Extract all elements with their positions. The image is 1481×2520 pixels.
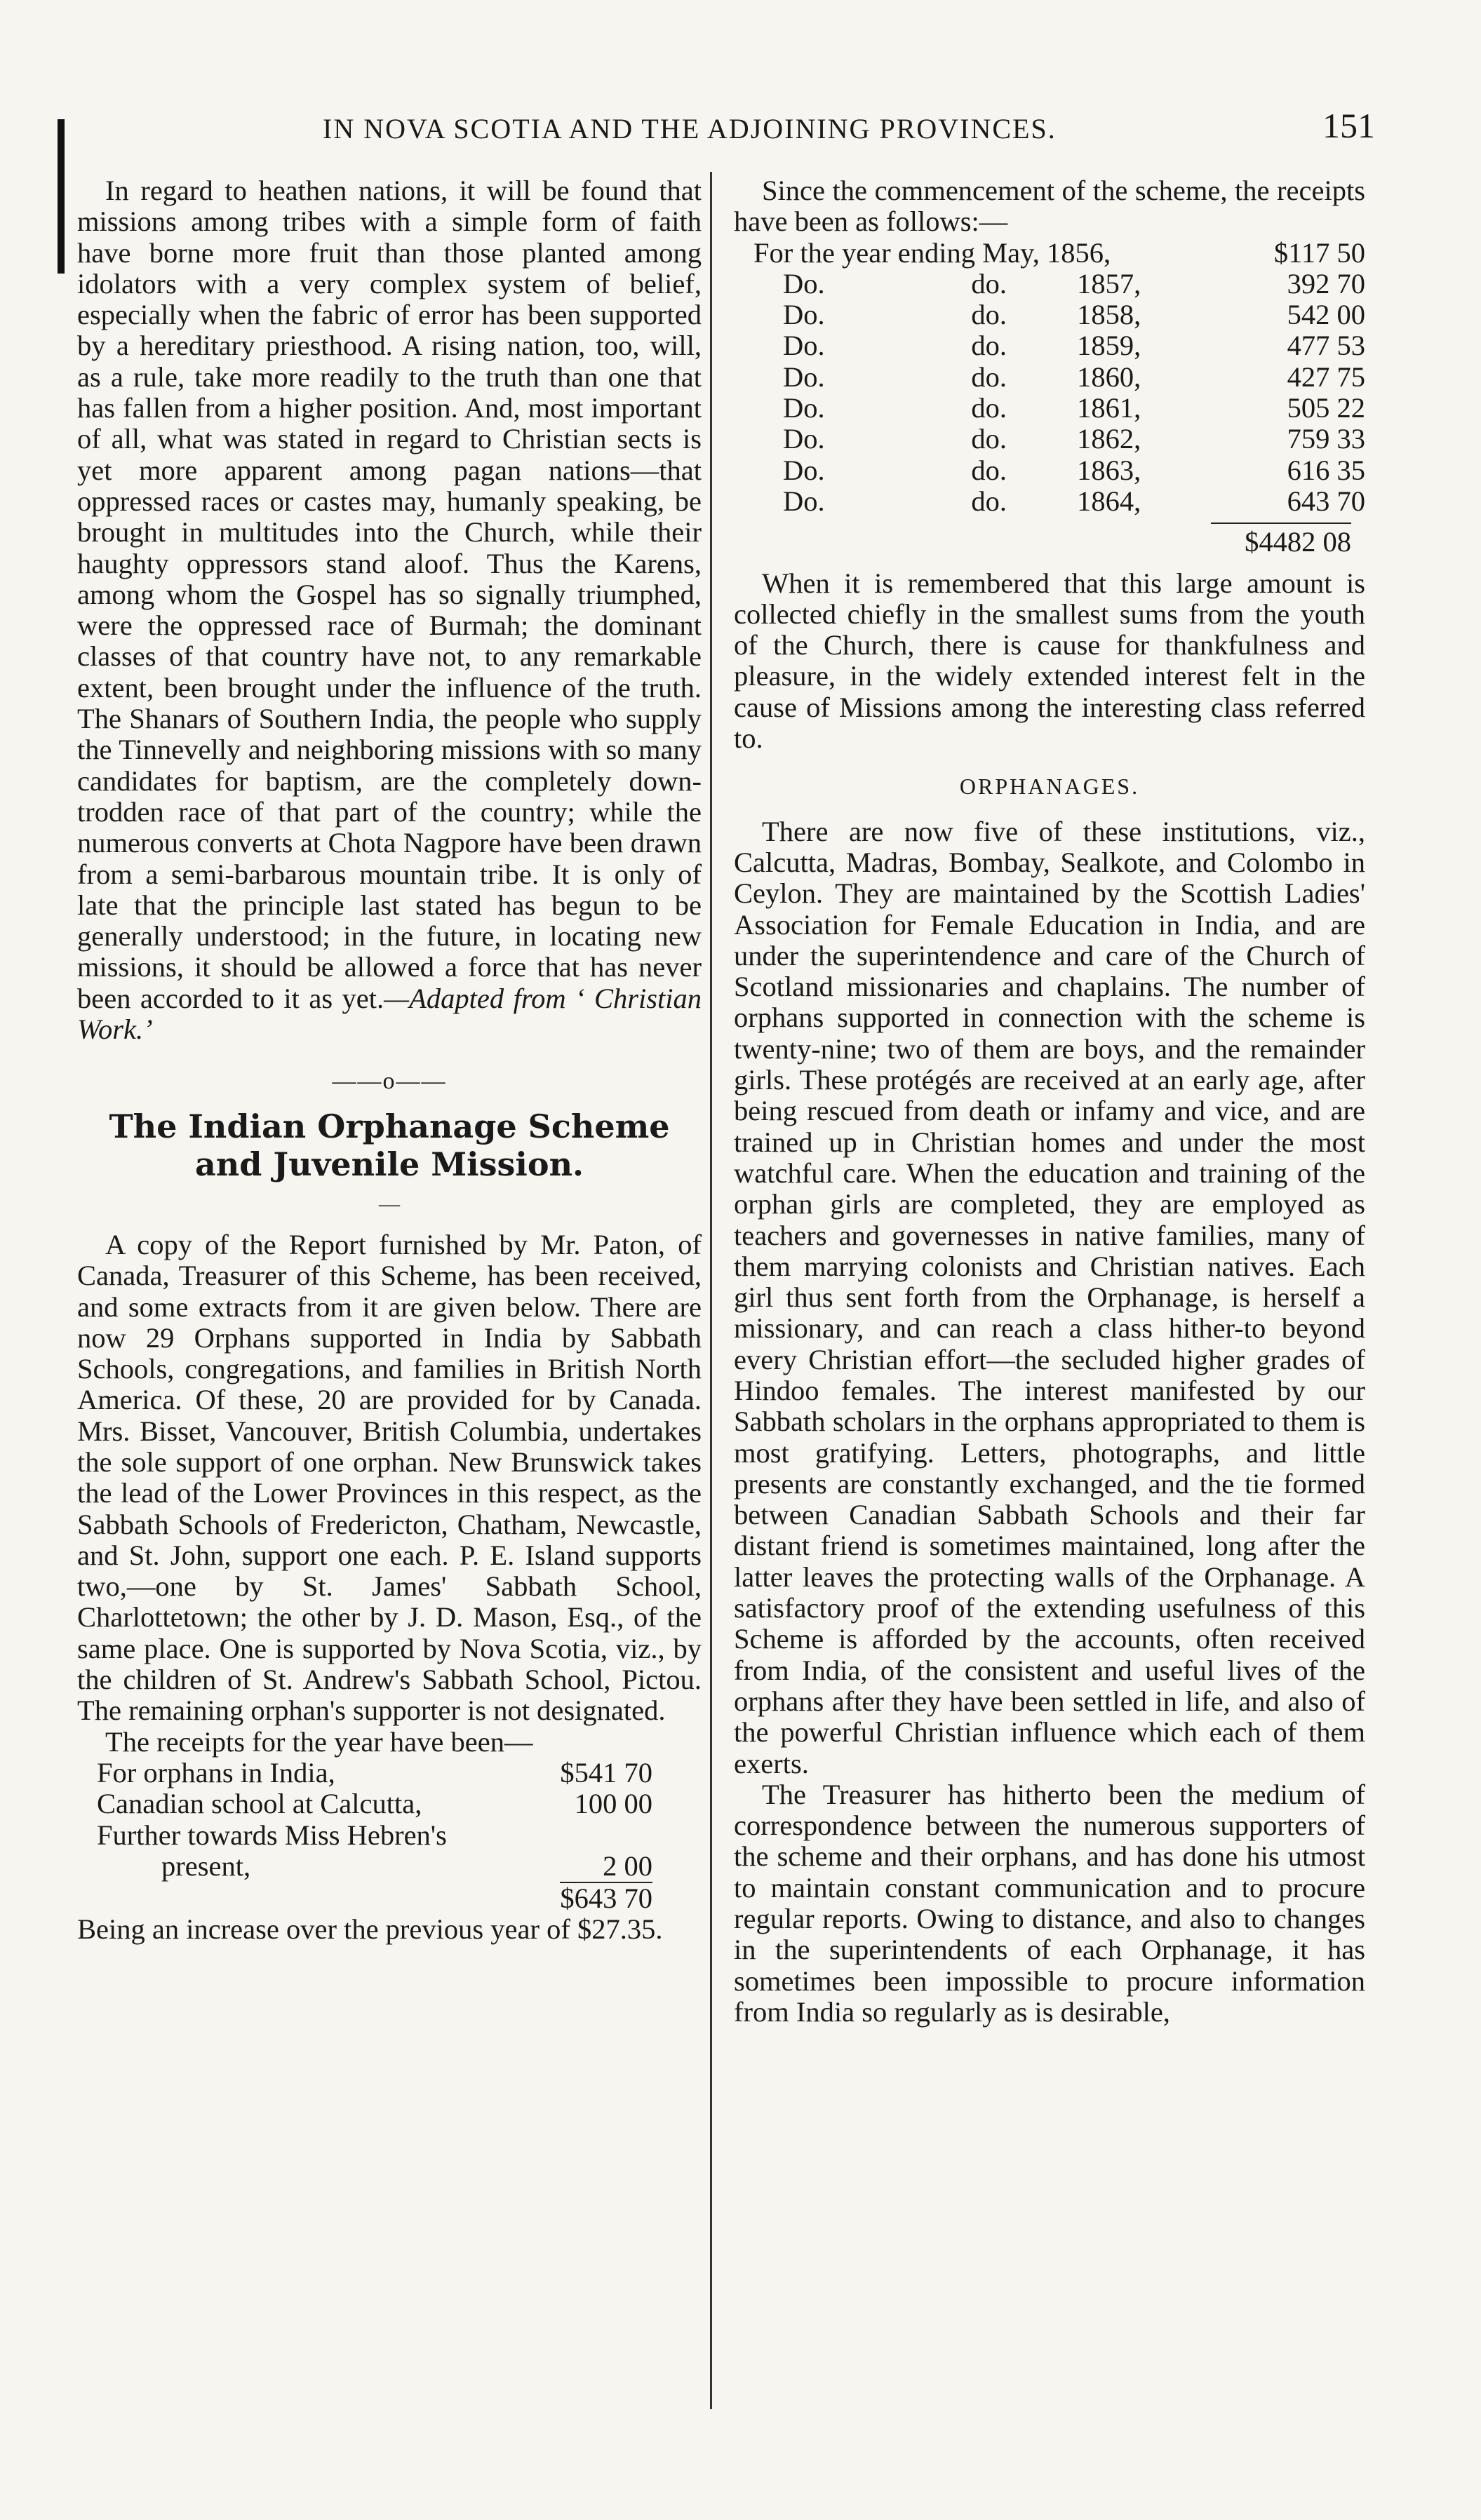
row-value: 643 70: [1287, 485, 1365, 517]
row-year: 1857,: [1077, 267, 1141, 299]
receipt-value: 2 00: [603, 1849, 652, 1882]
row-ditto: Do.: [783, 485, 825, 517]
row-ditto: do.: [971, 330, 1007, 362]
yearly-header-label: For the year ending May, 1856,: [753, 236, 1111, 269]
receipt-label: Further towards Miss Hebren's: [97, 1819, 447, 1851]
receipt-row: [77, 1788, 652, 1819]
row-ditto: Do.: [783, 330, 825, 362]
row-ditto: do.: [971, 454, 1007, 486]
receipt-label: For orphans in India,: [97, 1756, 335, 1788]
paragraph-orphanages: There are now five of these institutions, viz., Calcutta, Madras, Bombay, Sealkote, and Colombo in Ceylon. They are maintained by the Scottish Ladies' Association for Female Education in India, and are under the superintendence and care of the Church of Scotland missionaries and chaplains. The number of orphans supported in connection with the scheme is twenty-nine; two of them are boys, and the remainder girls. These protégés are received at an early age, after being rescued from death or infamy and vice, and are trained up in Christian homes and under the most watchful care. When the education and training of the orphan girls are completed, they are employed as teachers and governesses in native families, many of them marrying colonists and Christian natives. Each girl thus sent forth from the Orphanage, is herself a missionary, and can reach a class hither-to beyond every Christian effort—the secluded higher grades of Hindoo females. The interest manifested by our Sabbath scholars in the orphans appropriated to them is most gratifying. Letters, photographs, and little presents are constantly exchanged, and the tie formed between Canadian Sabbath Schools and their far distant friend is sometimes maintained, long after the latter leaves the protecting walls of the Orphanage. A satisfactory proof of the extending usefulness of this Scheme is afforded by the accounts, often received from India, of the consistent and useful lives of the orphans after they have been settled in life, and also of the powerful Christian influence which each of them exerts.: [734, 815, 1365, 1779]
paragraph-increase: Being an increase over the previous year of $27.35.: [77, 1913, 663, 1946]
receipts-table: [77, 1758, 652, 1914]
receipt-row: [77, 1820, 652, 1851]
page-number: 151: [1322, 106, 1375, 145]
yearly-receipts-table: [734, 238, 1365, 518]
section-separator: ——o——: [332, 1068, 447, 1095]
column-divider: [710, 172, 712, 2409]
row-ditto: Do.: [783, 454, 825, 486]
row-value: 542 00: [1287, 299, 1365, 331]
heading-rule: —: [379, 1192, 400, 1215]
margin-rule: [58, 119, 65, 274]
yearly-total-wrap: [734, 523, 1365, 558]
yearly-row: [734, 455, 1365, 486]
row-ditto: Do.: [783, 267, 825, 299]
receipt-label: Canadian school at Calcutta,: [97, 1788, 422, 1820]
row-ditto: Do.: [783, 361, 825, 393]
row-ditto: Do.: [783, 392, 825, 424]
receipt-value: 100 00: [574, 1788, 652, 1820]
paragraph-report: A copy of the Report furnished by Mr. Paton, of Canada, Treasurer of this Scheme, has been received, and some extracts from it are given below. There are now 29 Orphans supported in India by Sabbath Schools, congregations, and families in British North America. Of these, 20 are provided for by Canada. Mrs. Bisset, Vancouver, British Columbia, undertakes the sole support of one orphan. New Brunswick takes the lead of the Lower Provinces in this respect, as the Sabbath Schools of Fredericton, Chatham, Newcastle, and St. John, support one each. P. E. Island supports two,—one by St. James' Sabbath School, Charlottetown; the other by J. D. Mason, Esq., of the same place. One is supported by Nova Scotia, viz., by the children of St. Andrew's Sabbath School, Pictou. The remaining orphan's supporter is not designated.: [77, 1228, 702, 1727]
yearly-row: [734, 393, 1365, 424]
row-ditto: do.: [971, 392, 1007, 424]
row-year: 1863,: [1077, 454, 1141, 486]
right-column: [734, 175, 1365, 2028]
receipt-total-row: [77, 1882, 652, 1914]
paragraph-treasurer: The Treasurer has hitherto been the medium of correspondence between the numerous supporters of the scheme and their orphans, and has done his utmost to maintain constant communication and to procure regular reports. Owing to distance, and also to changes in the superintendents of each Orphanage, it has sometimes been impossible to procure information from India so regularly as is desirable,: [734, 1778, 1365, 2028]
row-year: 1858,: [1077, 299, 1141, 331]
row-ditto: Do.: [783, 299, 825, 331]
receipts-total: $643 70: [560, 1882, 652, 1915]
row-ditto: do.: [971, 423, 1007, 455]
left-column: [77, 175, 702, 1946]
yearly-row: [734, 362, 1365, 393]
receipt-label: present,: [161, 1849, 251, 1882]
yearly-total: $4482 08: [1211, 523, 1351, 558]
yearly-row: [734, 330, 1365, 361]
article-heading: The Indian Orphanage Scheme and Juvenile Mission.: [109, 1107, 670, 1183]
row-ditto: do.: [971, 267, 1007, 299]
running-title: IN NOVA SCOTIA AND THE ADJOINING PROVINCES.: [323, 113, 1057, 144]
paragraph-text: In regard to heathen nations, it will be found that missions among tribes with a simple form of faith have borne more fruit than those planted among idolators with a very complex system of belief, especially when the fabric of error has been supported by a hereditary priesthood. A rising nation, too, will, as a rule, take more readily to the truth than one that has fallen from a higher position. And, most important of all, what was stated in regard to Christian sects is yet more apparent among pagan nations—that oppressed races or castes may, humanly speaking, be brought in multitudes into the Church, while their haughty oppressors stand aloof. Thus the Karens, among whom the Gospel has so signally triumphed, were the oppressed race of Burmah; the dominant classes of that country have not, to any remarkable extent, been brought under the influence of the truth. The Shanars of Southern India, the people who supply the Tinnevelly and neighboring missions with so many candidates for baptism, are the completely down-trodden race of that part of the country; while the numerous converts at Chota Nagpore have been drawn from a semi-barbarous mountain tribe. It is only of late that the principle last stated has begun to be generally understood; in the future, in locating new missions, it should be allowed a force that has never been accorded to it as yet.: [77, 175, 702, 1014]
row-year: 1862,: [1077, 423, 1141, 455]
orphanages-subheading: ORPHANAGES.: [959, 774, 1140, 800]
receipt-value: $541 70: [560, 1756, 652, 1788]
row-ditto: do.: [971, 299, 1007, 331]
receipts-intro: The receipts for the year have been—: [105, 1725, 533, 1758]
receipt-row: [77, 1758, 652, 1788]
row-value: 759 33: [1287, 423, 1365, 455]
paragraph-heathen-nations: [77, 175, 702, 1045]
yearly-row: [734, 424, 1365, 454]
page-header: [323, 105, 1375, 154]
receipt-value: [526, 1820, 652, 1851]
row-year: 1864,: [1077, 485, 1141, 517]
yearly-row: [734, 269, 1365, 299]
row-value: 392 70: [1287, 267, 1365, 299]
yearly-row: [734, 299, 1365, 330]
row-value: 427 75: [1287, 361, 1365, 393]
row-year: 1859,: [1077, 330, 1141, 362]
paragraph-since-commencement: Since the commencement of the scheme, the receipts have been as follows:—: [734, 175, 1365, 238]
row-ditto: do.: [971, 485, 1007, 517]
yearly-header-value: $117 50: [1273, 236, 1365, 269]
row-value: 477 53: [1287, 330, 1365, 362]
row-value: 616 35: [1287, 454, 1365, 486]
row-year: 1861,: [1077, 392, 1141, 424]
source-citation: —Adapted from ‘ Christian Work.’: [77, 982, 702, 1046]
yearly-header-row: [734, 238, 1365, 269]
row-ditto: Do.: [783, 423, 825, 455]
receipt-row: [77, 1851, 652, 1882]
row-year: 1860,: [1077, 361, 1141, 393]
row-ditto: do.: [971, 361, 1007, 393]
row-value: 505 22: [1287, 392, 1365, 424]
yearly-row: [734, 486, 1365, 517]
paragraph-thankfulness: When it is remembered that this large amount is collected chiefly in the smallest sums from the youth of the Church, there is cause for thankfulness and pleasure, in the widely extended interest felt in the cause of Missions among the interesting class referred to.: [734, 567, 1365, 755]
